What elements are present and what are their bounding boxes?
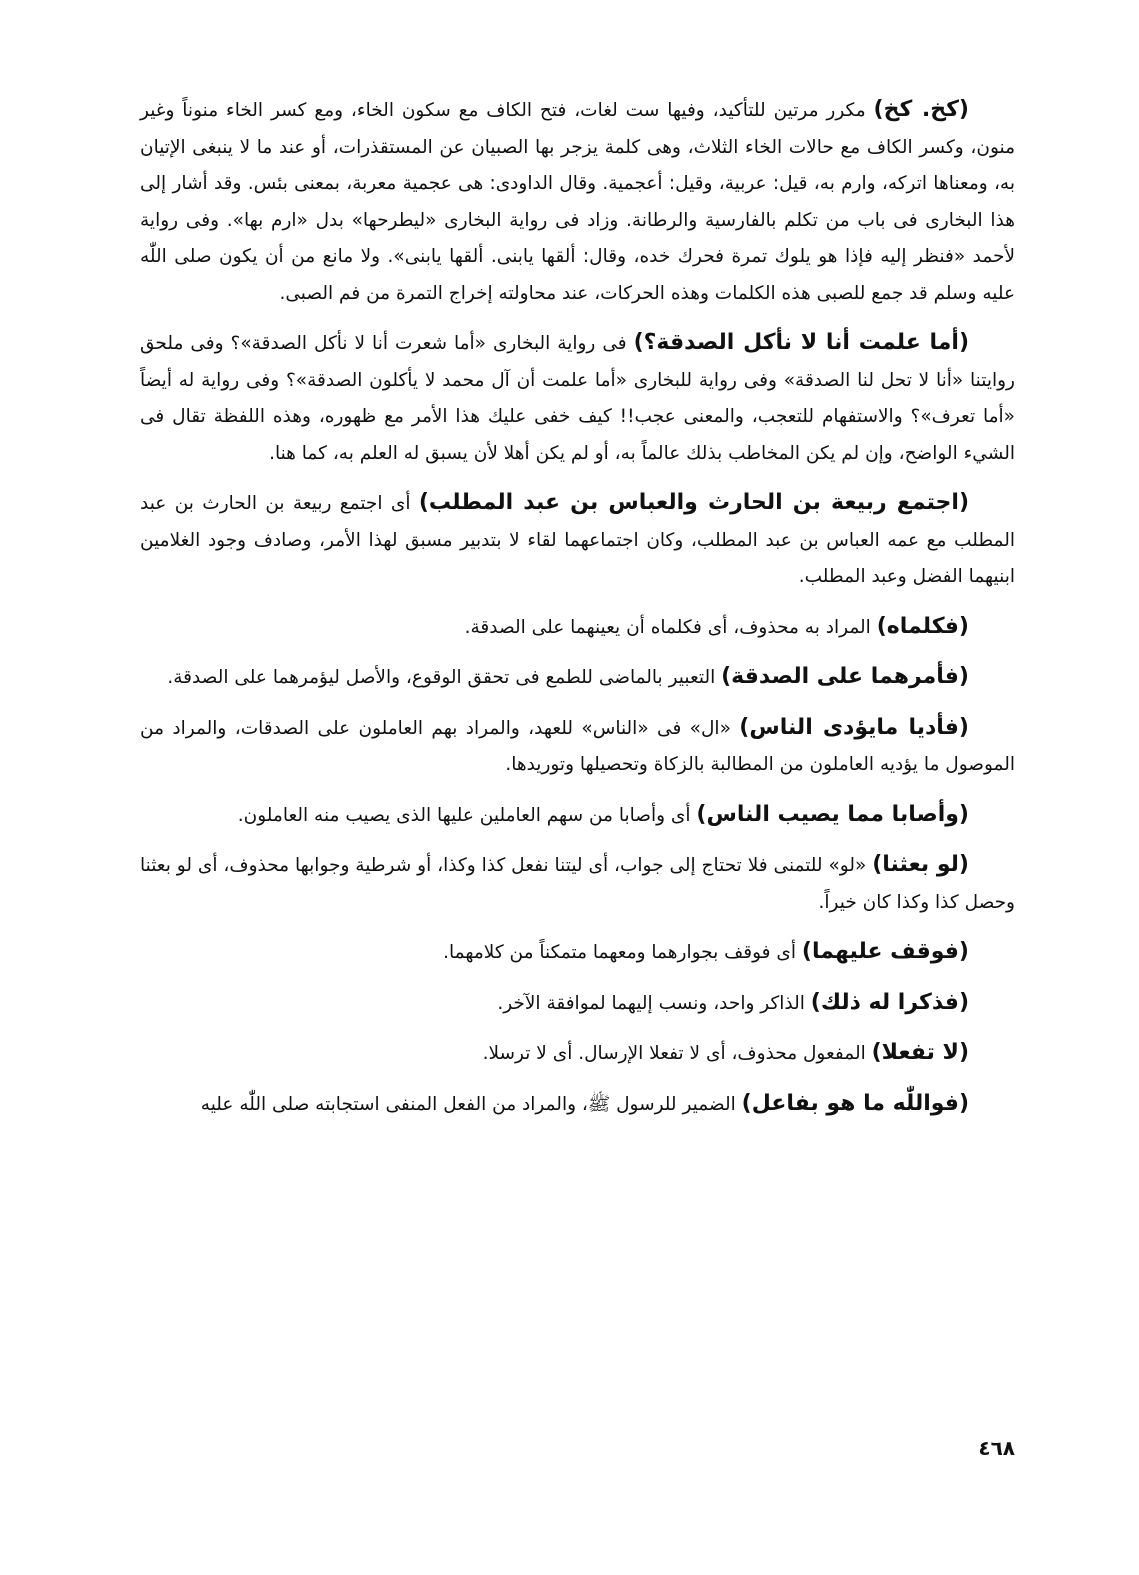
paragraph-text: المراد به محذوف، أى فكلماه أن يعينهما على الصدقة. <box>464 616 877 638</box>
term-heading: (فأديا مايؤدى الناس) <box>739 714 969 740</box>
paragraph-text: الضمير للرسول ﷺ، والمراد من الفعل المنفى استجابته صلى اللّٰه عليه <box>200 1093 742 1115</box>
paragraph-fadhakara <box>140 985 1015 1023</box>
term-heading: (لو بعثنا) <box>872 852 969 877</box>
paragraph-ama-alimta <box>140 325 1015 472</box>
paragraph-text: «ال» فى «الناس» للعهد، والمراد بهم العاملون على الصدقات، والمراد من الموصول ما يؤديه العاملون من المطالبة بالزكاة وتحصيلها وتوريدها. <box>140 717 1015 775</box>
term-heading: (فوقف عليهما) <box>801 939 969 964</box>
paragraph-text: فى رواية البخارى «أما شعرت أنا لا نأكل الصدقة»؟ وفى ملحق روايتنا «أنا لا تحل لنا الصدقة» وفى رواية للبخارى «أما علمت أن آل محمد لا يأكلون الصدقة»؟ وفى رواية له أيضاً «أما تعرف»؟ والاستفهام للتعجب، والمعنى عجب!! كيف خفى عليك هذا الأمر مع ظهوره، وهذه اللفظة تقال فى الشيء الواضح، وإن لم يكن المخاطب بذلك عالماً به، أو لم يكن أهلا لأن يسبق له العلم به، كما هنا. <box>140 333 1015 464</box>
paragraph-text: مكرر مرتين للتأكيد، وفيها ست لغات، فتح الكاف مع سكون الخاء، ومع كسر الخاء منوناً وغير منون، وكسر الكاف مع حالات الخاء الثلاث، وهى كلمة يزجر بها الصبيان عن المستقذرات، أو عند ما لا ينبغى الإتيان به، ومعناها اتركه، وارم به، قيل: عربية، وقيل: أعجمية. وقال الداودى: هى عجمية معربة، بمعنى بئس. وقد أشار إلى هذا البخارى فى باب من تكلم بالفارسية والرطانة. وزاد فى رواية البخارى «ليطرحها» بدل «ارم بها». وفى رواية لأحمد «فنظر إليه فإذا هو يلوك تمرة فحرك خده، وقال: ألقها يابنى. ألقها يابنى». ولا مانع من أن يكون صلى اللّٰه عليه وسلم قد جمع للصبى هذه الكلمات وهذه الحركات، عند محاولته إخراج التمرة من فم الصبى. <box>140 100 1015 304</box>
paragraph-text: أى اجتمع ربيعة بن الحارث بن عبد المطلب مع عمه العباس بن عبد المطلب، وكان اجتماعهما لقاء لا بتدبير مسبق لهذا الأمر، وصادف وجود الغلامين ابنيهما الفضل وعبد المطلب. <box>140 493 1015 587</box>
paragraph-text: الذاكر واحد، ونسب إليهما لموافقة الآخر. <box>497 992 811 1014</box>
page-body <box>140 92 1015 1136</box>
paragraph-faaddaya <box>140 710 1015 784</box>
term-heading: (فكلماه) <box>876 613 969 639</box>
paragraph-law-baathna <box>140 847 1015 921</box>
term-heading: (اجتمع ربيعة بن الحارث والعباس بن عبد المطلب) <box>418 490 969 515</box>
paragraph-fawaqafa <box>140 934 1015 972</box>
paragraph-la-tafala <box>140 1035 1015 1073</box>
term-heading: (فأمرهما على الصدقة) <box>721 664 969 689</box>
paragraph-faamarahuma <box>140 659 1015 697</box>
term-heading: (لا تفعلا) <box>871 1040 969 1065</box>
paragraph-text: التعبير بالماضى للطمع فى تحقق الوقوع، والأصل ليؤمرهما على الصدقة. <box>167 667 722 688</box>
term-heading: (كخ. كخ) <box>873 97 969 122</box>
term-heading: (وأصابا مما يصيب الناس) <box>696 801 969 827</box>
paragraph-fawallahi <box>140 1086 1015 1124</box>
paragraph-kakh <box>140 92 1015 312</box>
paragraph-waasaba <box>140 797 1015 835</box>
paragraph-text: أى وأصابا من سهم العاملين عليها الذى يصيب منه العاملون. <box>237 804 697 826</box>
paragraph-fakallamah <box>140 609 1015 647</box>
paragraph-text: المفعول محذوف، أى لا تفعلا الإرسال. أى لا ترسلا. <box>482 1043 872 1064</box>
paragraph-text: «لو» للتمنى فلا تحتاج إلى جواب، أى ليتنا نفعل كذا وكذا، أو شرطية وجوابها محذوف، أى لو بعثنا وحصل كذا وكذا كان خيراً. <box>140 855 1015 913</box>
term-heading: (فواللّٰه ما هو بفاعل) <box>741 1090 969 1116</box>
paragraph-ijtama <box>140 485 1015 596</box>
term-heading: (أما علمت أنا لا نأكل الصدقة؟) <box>633 330 969 355</box>
paragraph-text: أى فوقف بجوارهما ومعهما متمكناً من كلامهما. <box>443 942 802 963</box>
term-heading: (فذكرا له ذلك) <box>810 989 969 1015</box>
page-number: ٤٦٨ <box>978 1436 1015 1460</box>
